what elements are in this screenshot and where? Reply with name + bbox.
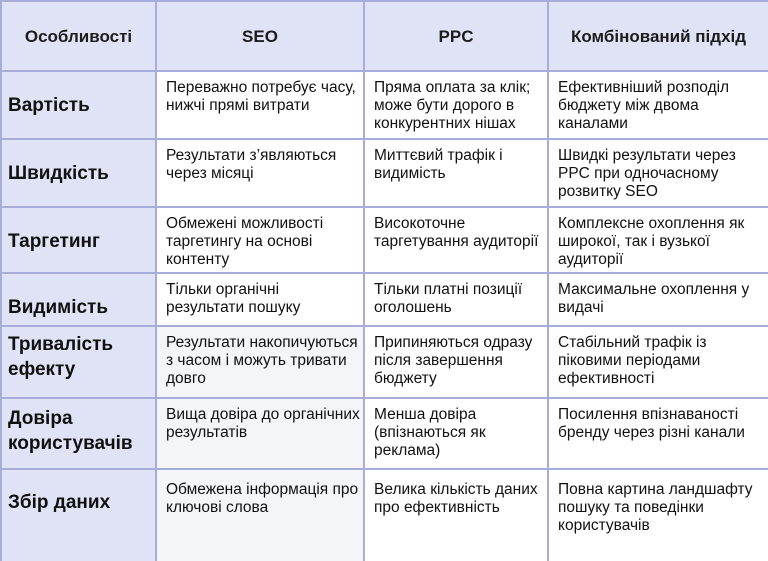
header-seo: SEO [155, 0, 363, 70]
cell-cost-seo: Переважно потребує часу, нижчі прямі витрати [155, 70, 363, 138]
row-label-targeting: Таргетинг [0, 206, 155, 272]
cell-trust-ppc: Менша довіра (впізнаються як реклама) [363, 397, 547, 468]
cell-cost-ppc: Пряма оплата за клік; може бути дорого в конкурентних нішах [363, 70, 547, 138]
header-features: Особливості [0, 0, 155, 70]
cell-data-seo: Обмежена інформація про ключові слова [155, 468, 363, 561]
row-label-visibility: Видимість [0, 272, 155, 325]
cell-visibility-seo: Тільки органічні результати пошуку [155, 272, 363, 325]
row-label-duration: Тривалість ефекту [0, 325, 155, 397]
header-combined: Комбінований підхід [547, 0, 768, 70]
cell-targeting-combined: Комплексне охоплення як широкої, так і вузької аудиторії [547, 206, 768, 272]
cell-targeting-ppc: Високоточне таргетування аудиторії [363, 206, 547, 272]
cell-speed-combined: Швидкі результати через PPC при одночасному розвитку SEO [547, 138, 768, 206]
cell-visibility-combined: Максимальне охоплення у видачі [547, 272, 768, 325]
row-label-trust: Довіра користувачів [0, 397, 155, 468]
cell-visibility-ppc: Тільки платні позиції оголошень [363, 272, 547, 325]
cell-trust-combined: Посилення впізнаваності бренду через різні канали [547, 397, 768, 468]
cell-duration-combined: Стабільний трафік із піковими періодами ефективності [547, 325, 768, 397]
row-label-cost: Вартість [0, 70, 155, 138]
cell-data-combined: Повна картина ландшафту пошуку та поведінки користувачів [547, 468, 768, 561]
cell-data-ppc: Велика кількість даних про ефективність [363, 468, 547, 561]
cell-duration-seo: Результати накопичуються з часом і можуть тривати довго [155, 325, 363, 397]
cell-cost-combined: Ефективніший розподіл бюджету між двома каналами [547, 70, 768, 138]
row-label-speed: Швидкість [0, 138, 155, 206]
cell-speed-ppc: Миттєвий трафік і видимість [363, 138, 547, 206]
cell-duration-ppc: Припиняються одразу після завершення бюджету [363, 325, 547, 397]
cell-targeting-seo: Обмежені можливості таргетингу на основі контенту [155, 206, 363, 272]
cell-speed-seo: Результати з’являються через місяці [155, 138, 363, 206]
header-ppc: PPC [363, 0, 547, 70]
row-label-data: Збір даних [0, 468, 155, 561]
cell-trust-seo: Вища довіра до органічних результатів [155, 397, 363, 468]
